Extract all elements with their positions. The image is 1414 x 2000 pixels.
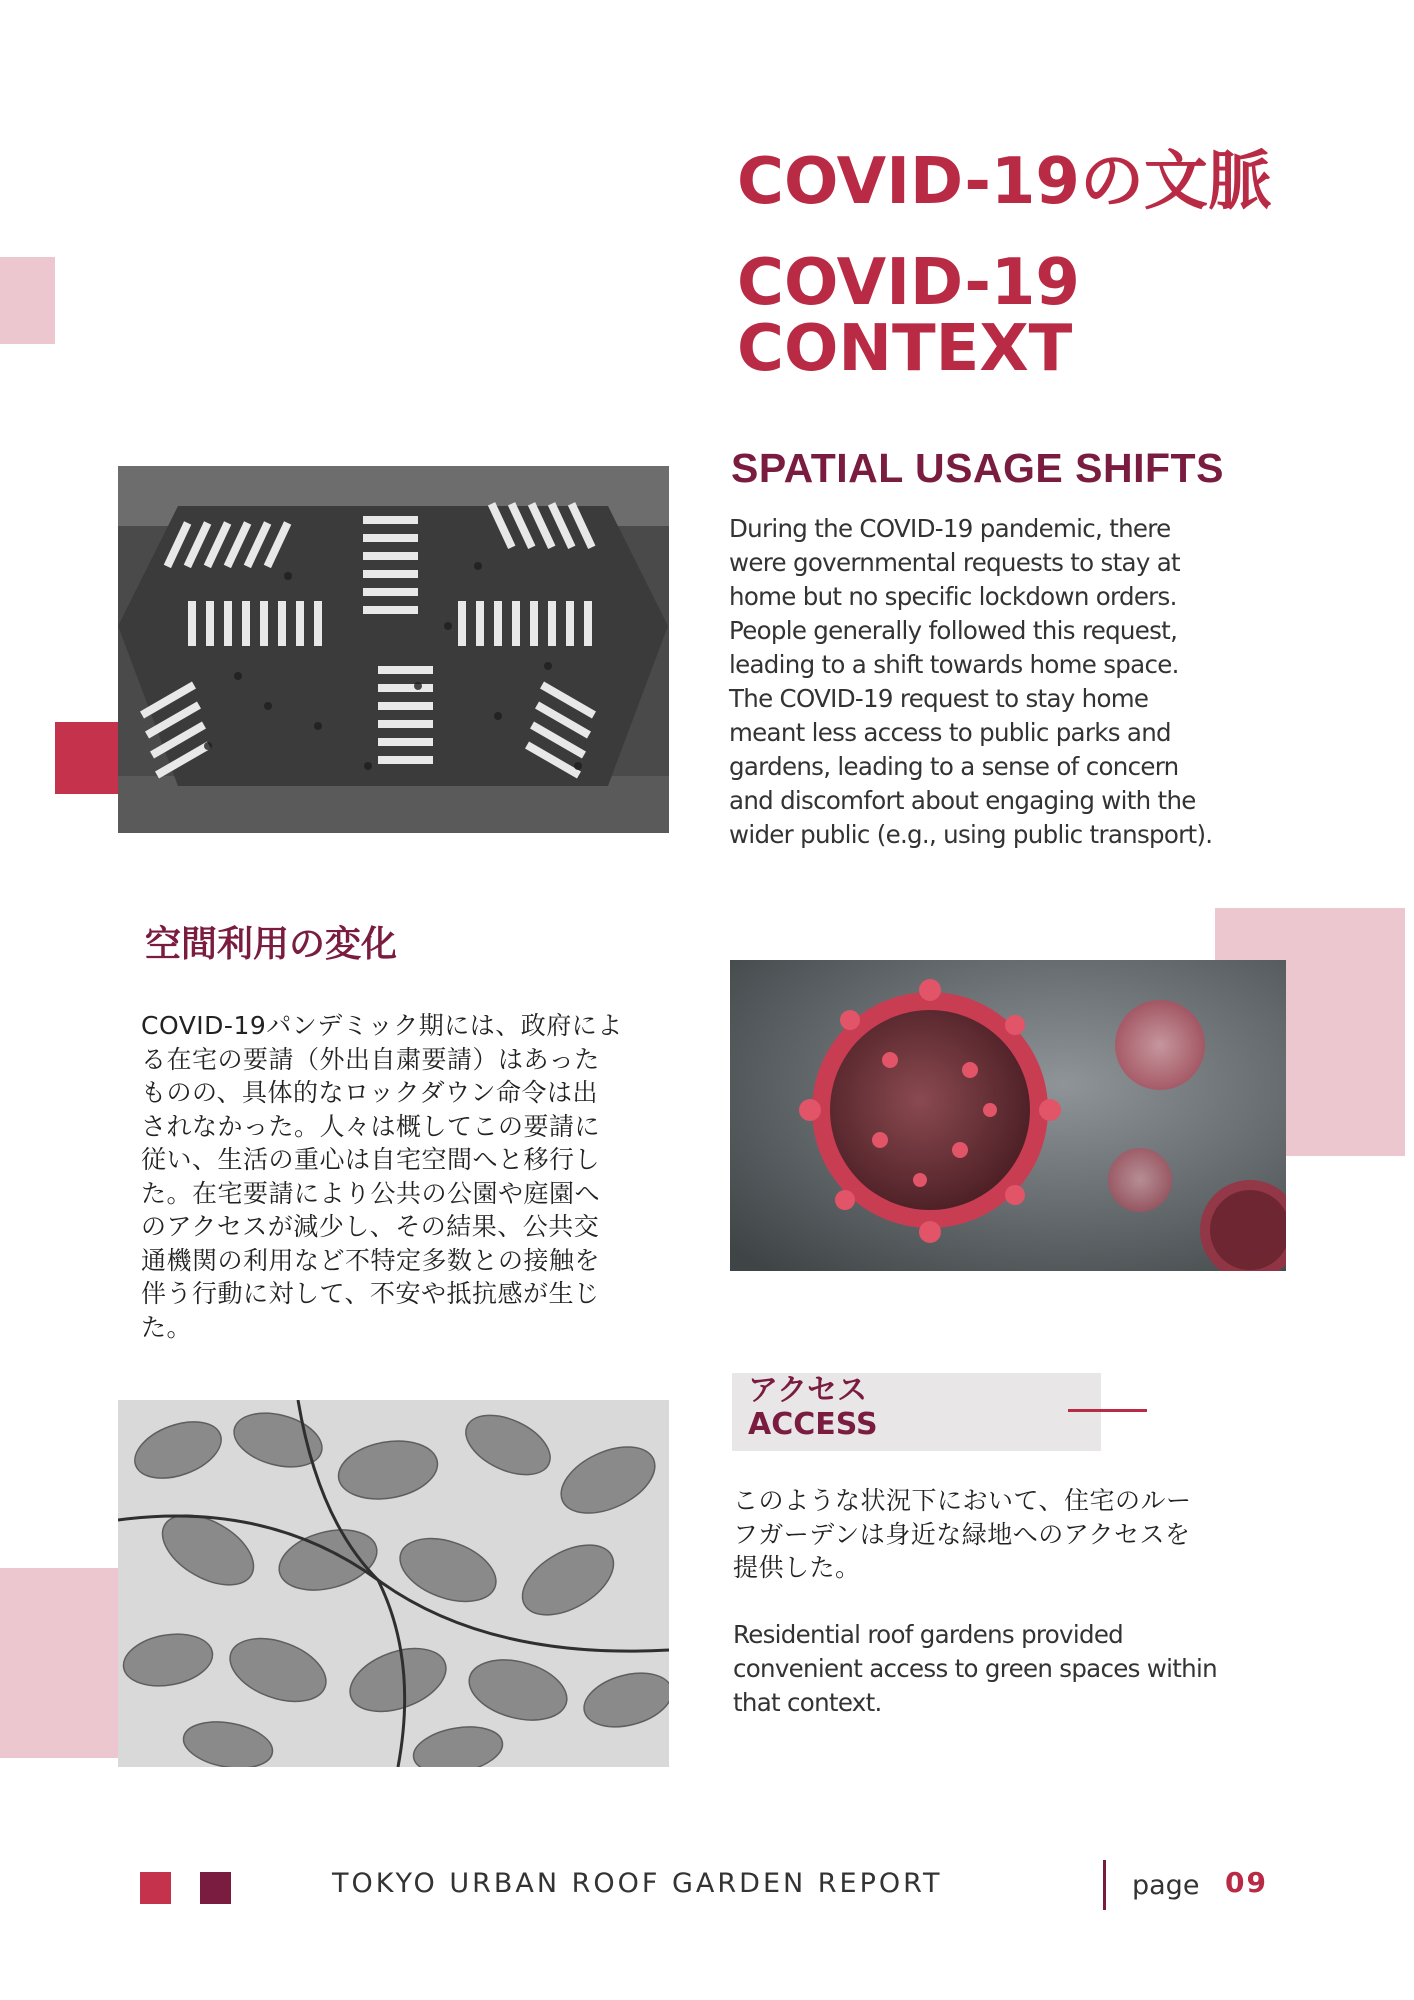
footer-report-title: TOKYO URBAN ROOF GARDEN REPORT [332,1868,943,1899]
text-line: このような状況下において、住宅のルー [733,1486,1192,1515]
text-line: た。在宅要請により公共の公園や庭園へ [141,1178,601,1208]
text-line: されなかった。人々は概してこの要請に [141,1111,601,1141]
text-line: home but no specific lockdown orders. [729,582,1177,611]
text-line: convenient access to green spaces within [733,1654,1217,1683]
virus-photo [730,960,1286,1271]
text-line: 従い、生活の重心は自宅空間へと移行し [141,1145,601,1174]
text-line: のアクセスが減少し、その結果、公共交 [141,1212,600,1241]
text-line: and discomfort about engaging with the [729,786,1196,815]
text-line: Residential roof gardens provided [733,1620,1124,1649]
access-divider [1068,1409,1147,1412]
text-line: 伴う行動に対して、不安や抵抗感が生じ [141,1279,600,1308]
crosswalk-photo [118,466,669,833]
spatial-body-jp [141,1009,681,1344]
footer-square-red [140,1872,171,1904]
leaves-photo [118,1400,669,1767]
access-label [748,1374,878,1442]
text-line: 通機関の利用など不特定多数との接触を [141,1245,601,1275]
access-body-en [733,1618,1293,1720]
section-heading-en: SPATIAL USAGE SHIFTS [731,445,1224,491]
access-label-jp: アクセス [748,1373,868,1408]
access-body-jp [733,1484,1293,1585]
text-line: meant less access to public parks and [729,718,1171,747]
text-line: COVID-19パンデミック期には、政府によ [141,1011,623,1040]
text-line: leading to a shift towards home space. [729,650,1179,679]
text-line: 提供した。 [733,1553,861,1582]
text-line: た。 [141,1312,193,1342]
text-line: People generally followed this request, [729,616,1178,645]
decor-pink-block-left-bottom [0,1568,120,1758]
footer-page-label: page [1132,1870,1200,1901]
spatial-body-en [729,512,1369,852]
text-line: that context. [733,1688,882,1717]
page-title-en-line1: COVID-19 [737,246,1080,320]
footer-page-divider [1103,1860,1106,1910]
decor-pink-block-left-top [0,257,55,344]
text-line: were governmental requests to stay at [729,548,1180,577]
footer-square-maroon [200,1872,231,1904]
text-line: る在宅の要請（外出自粛要請）はあった [141,1044,600,1074]
text-line: wider public (e.g., using public transport). [729,820,1213,849]
text-line: The COVID-19 request to stay home [729,684,1149,713]
text-line: フガーデンは身近な緑地へのアクセスを [733,1519,1191,1549]
page-title-en-line2: CONTEXT [737,312,1073,386]
section-heading-jp: 空間利用の変化 [145,924,398,965]
footer-page-number: 09 [1225,1866,1268,1899]
text-line: gardens, leading to a sense of concern [729,752,1179,781]
decor-red-block-left [55,722,120,794]
access-label-en: ACCESS [748,1407,878,1442]
page-title-jp: COVID-19の文脈 [737,145,1272,219]
text-line: ものの、具体的なロックダウン命令は出 [141,1078,599,1107]
text-line: During the COVID-19 pandemic, there [729,514,1171,543]
page-title-en [737,246,1337,386]
